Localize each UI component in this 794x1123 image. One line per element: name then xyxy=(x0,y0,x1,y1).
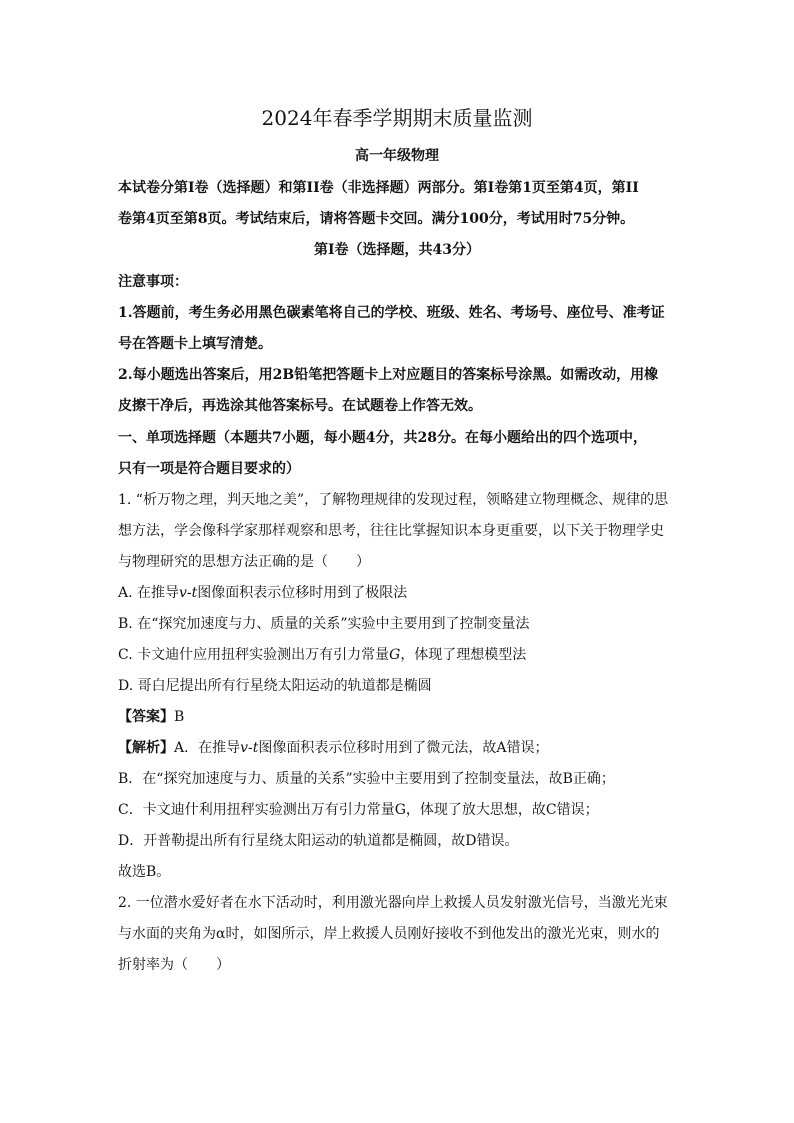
option-a xyxy=(118,583,407,603)
option-c-variable: G xyxy=(389,647,401,663)
analysis-line-c: C．卡文迪什利用扭秤实验测出万有引力常量G，体现了放大思想，故C错误； xyxy=(118,802,599,818)
option-a-variable: v-t xyxy=(179,585,198,601)
analysis-a-variable: v-t xyxy=(240,740,259,756)
answer-line xyxy=(118,707,184,727)
option-c-text-end: ，体现了理想模型法 xyxy=(400,647,527,663)
intro-line: 卷第4页至第8页。考试结束后，请将答题卡交回。满分100分，考试用时75分钟。 xyxy=(118,211,635,227)
notice-line: 2.每小题选出答案后，用2B铅笔把答题卡上对应题目的答案标号涂黑。如需改动，用橡 xyxy=(118,367,659,383)
page-title: 2024年春季学期期末质量监测 xyxy=(261,106,533,130)
analysis-line-b: B．在“探究加速度与力、质量的关系”实验中主要用到了控制变量法，故B正确； xyxy=(118,771,615,787)
option-a-text-end: 图像面积表示位移时用到了极限法 xyxy=(197,585,408,601)
part-one-heading: 一、单项选择题（本题共7小题，每小题4分，共28分。在每小题给出的四个选项中， xyxy=(118,430,647,446)
analysis-label: 【解析】 xyxy=(118,740,174,756)
analysis-line-d: D．开普勒提出所有行星绕太阳运动的轨道都是椭圆，故D错误。 xyxy=(118,833,519,849)
answer-value: B xyxy=(174,709,185,725)
analysis-line-a xyxy=(118,738,549,758)
option-c xyxy=(118,645,526,665)
notice-title: 注意事项： xyxy=(118,274,188,290)
option-c-text: C. 卡文迪什应用扭秤实验测出万有引力常量 xyxy=(118,647,390,663)
notice-line: 1.答题前，考生务必用黑色碳素笔将自己的学校、班级、姓名、考场号、座位号、准考证 xyxy=(118,305,665,321)
question-1-stem: 1. “析万物之理，判天地之美”，了解物理规律的发现过程，领略建立物理概念、规律的思 xyxy=(118,492,669,508)
question-2-stem: 折射率为（ ） xyxy=(118,957,230,973)
option-b: B. 在“探究加速度与力、质量的关系”实验中主要用到了控制变量法 xyxy=(118,616,530,632)
question-2-stem: 与水面的夹角为α时，如图所示，岸上救援人员刚好接收不到他发出的激光光束，则水的 xyxy=(118,926,660,942)
analysis-a-text: A．在推导 xyxy=(174,740,241,756)
question-1-stem: 与物理研究的思想方法正确的是（ ） xyxy=(118,554,370,570)
analysis-a-text-end: 图像面积表示位移时用到了微元法，故A错误； xyxy=(258,740,549,756)
question-1-stem: 想方法，学会像科学家那样观察和思考，往往比掌握知识本身更重要，以下关于物理学史 xyxy=(118,523,664,539)
answer-label: 【答案】 xyxy=(118,709,174,725)
intro-line: 本试卷分第I卷（选择题）和第II卷（非选择题）两部分。第I卷第1页至第4页，第II xyxy=(118,180,639,196)
question-2-stem: 2. 一位潜水爱好者在水下活动时，利用激光器向岸上救援人员发射激光信号，当激光光束 xyxy=(118,895,668,911)
analysis-conclusion: 故选B。 xyxy=(118,864,171,880)
option-a-text: A. 在推导 xyxy=(118,585,180,601)
option-d: D. 哥白尼提出所有行星绕太阳运动的轨道都是椭圆 xyxy=(118,678,432,694)
notice-line: 号在答题卡上填写清楚。 xyxy=(118,336,272,352)
part-one-heading: 只有一项是符合题目要求的） xyxy=(118,461,300,477)
section-heading: 第I卷（选择题，共43分） xyxy=(313,242,481,258)
notice-line: 皮擦干净后，再选涂其他答案标号。在试题卷上作答无效。 xyxy=(118,398,482,414)
page-subtitle: 高一年级物理 xyxy=(355,148,439,164)
